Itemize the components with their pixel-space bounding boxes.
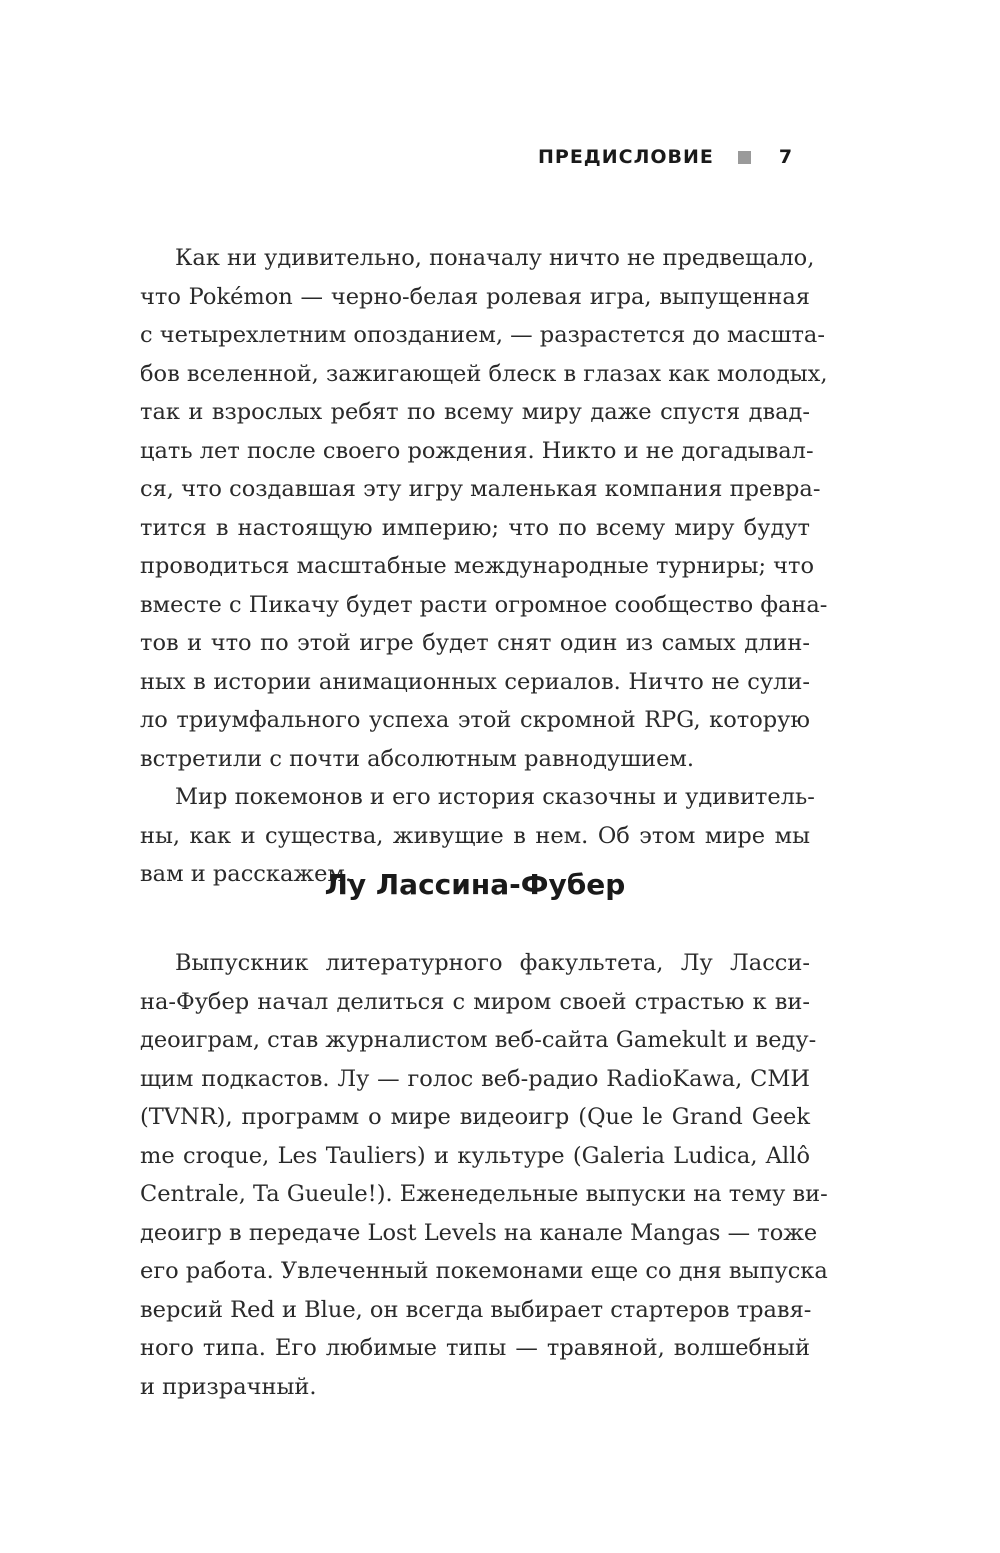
text-line: с четырехлетним опозданием, — разрастется до масшта- xyxy=(140,322,825,348)
section-2-text xyxy=(140,944,828,1406)
text-line: что Pokémon — черно-белая ролевая игра, выпущенная xyxy=(140,283,810,310)
text-line: тится в настоящую империю; что по всему миру будут xyxy=(140,514,810,541)
text-line: Выпускник литературного факультета, Лу Ласси- xyxy=(175,950,810,976)
text-line: ло триумфального успеха этой скромной RPG, которую xyxy=(140,707,810,733)
text-line: ны, как и существа, живущие в нем. Об этом мире мы xyxy=(140,822,810,849)
section-1-text xyxy=(140,239,828,894)
text-line: me croque, Les Tauliers) и культуре (Galeria Ludica, Allô xyxy=(140,1142,810,1169)
text-line: вместе с Пикачу будет расти огромное сообщество фана- xyxy=(140,591,828,618)
text-line: ся, что создавшая эту игру маленькая компания превра- xyxy=(140,476,821,502)
text-line: бов вселенной, зажигающей блеск в глазах как молодых, xyxy=(140,360,828,387)
text-line: вам и расскажем. xyxy=(140,861,353,887)
text-line: щим подкастов. Лу — голос веб-радио RadioKawa, СМИ xyxy=(140,1065,810,1092)
text-line: деоигр в передаче Lost Levels на канале Mangas — тоже xyxy=(140,1219,818,1246)
text-line: и призрачный. xyxy=(140,1373,317,1400)
text-line: Centrale, Ta Gueule!). Еженедельные выпуски на тему ви- xyxy=(140,1181,828,1207)
chapter-title: ПРЕДИСЛОВИЕ xyxy=(538,146,714,168)
text-line: встретили с почти абсолютным равнодушием. xyxy=(140,745,695,772)
text-line: его работа. Увлеченный покемонами еще со дня выпуска xyxy=(140,1258,828,1284)
text-line: Мир покемонов и его история сказочны и удивитель- xyxy=(175,784,815,810)
text-line: ного типа. Его любимые типы — травяной, волшебный xyxy=(140,1335,810,1361)
text-line: цать лет после своего рождения. Никто и не догадывал- xyxy=(140,437,814,464)
text-line: (TVNR), программ о мире видеоигр (Que le Grand Geek xyxy=(140,1104,810,1130)
page-number: 7 xyxy=(778,146,794,168)
text-line: ных в истории анимационных сериалов. Ничто не сули- xyxy=(140,668,810,695)
section-heading: Лу Лассина-Фубер xyxy=(324,868,626,901)
text-line: версий Red и Blue, он всегда выбирает стартеров травя- xyxy=(140,1296,812,1323)
separator-square-icon xyxy=(738,151,751,164)
text-line: проводиться масштабные международные турниры; что xyxy=(140,553,815,579)
running-head xyxy=(538,146,793,168)
text-line: Как ни удивительно, поначалу ничто не предвещало, xyxy=(175,245,815,271)
text-line: тов и что по этой игре будет снят один из самых длин- xyxy=(140,630,810,656)
text-line: так и взрослых ребят по всему миру даже спустя двад- xyxy=(140,399,810,425)
text-line: деоиграм, став журналистом веб-сайта Gamekult и веду- xyxy=(140,1027,817,1053)
text-line: на-Фубер начал делиться с миром своей страстью к ви- xyxy=(140,988,810,1015)
